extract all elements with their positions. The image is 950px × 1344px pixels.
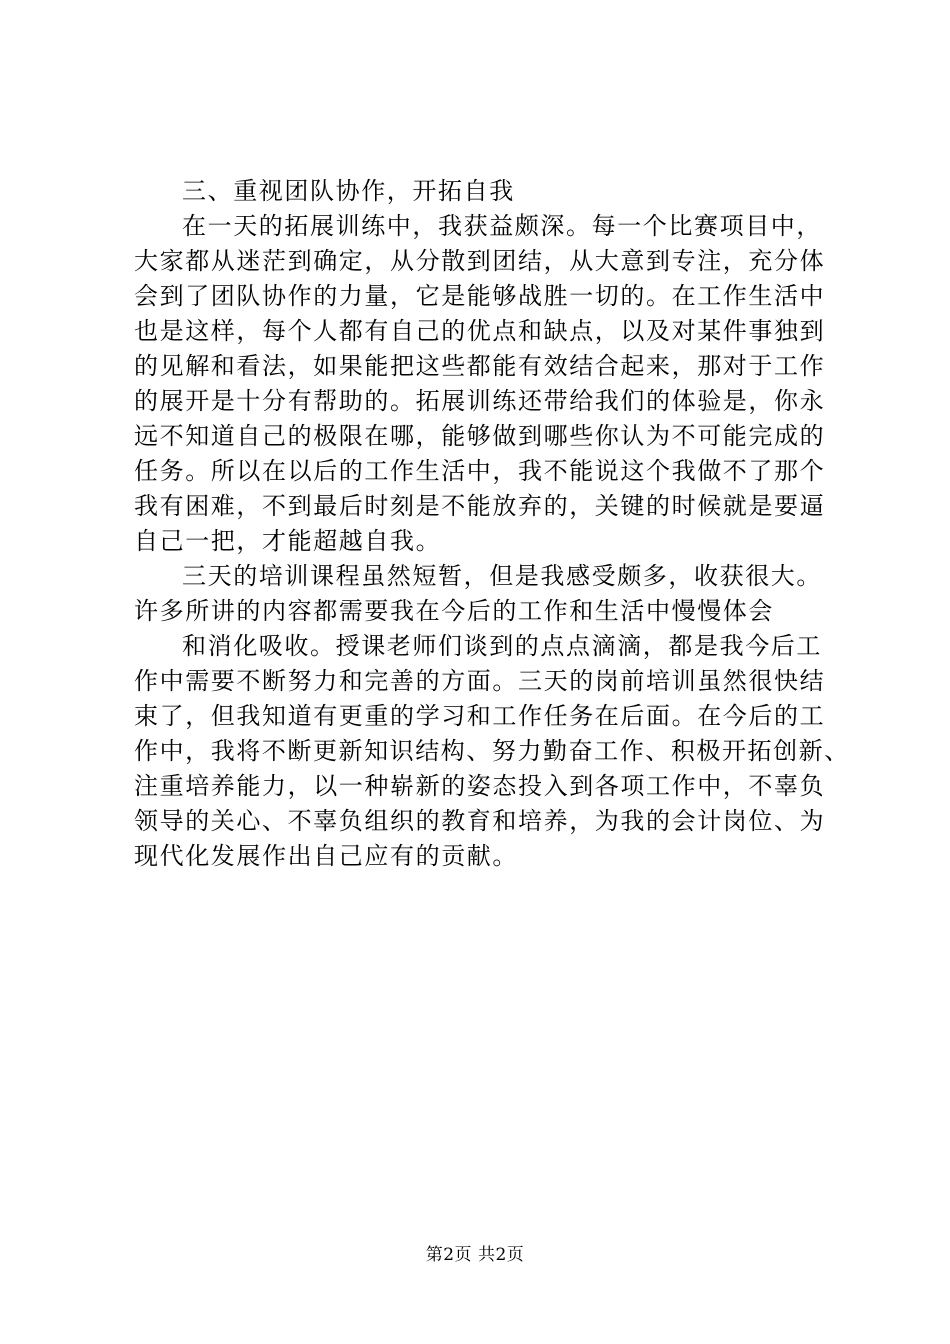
paragraph-line: 许多所讲的内容都需要我在今后的工作和生活中慢慢体会 <box>134 597 774 625</box>
paragraph-line: 和消化吸收。授课老师们谈到的点点滴滴，都是我今后工 <box>182 632 822 660</box>
paragraph-line: 的展开是十分有帮助的。拓展训练还带给我们的体验是，你永 <box>134 387 826 415</box>
page-number-footer: 第2页 共2页 <box>425 1245 525 1265</box>
paragraph-line: 注重培养能力，以一种崭新的姿态投入到各项工作中，不辜负 <box>134 772 826 800</box>
paragraph-line: 三天的培训课程虽然短暂，但是我感受颇多，收获很大。 <box>182 562 822 590</box>
paragraph-line: 大家都从迷茫到确定，从分散到团结，从大意到专注，充分体 <box>134 247 826 275</box>
section-heading: 三、重视团队协作，开拓自我 <box>182 177 515 205</box>
paragraph-line: 远不知道自己的极限在哪，能够做到哪些你认为不可能完成的 <box>134 422 826 450</box>
paragraph-line: 我有困难，不到最后时刻是不能放弃的，关键的时候就是要逼 <box>134 492 826 520</box>
paragraph-line: 的见解和看法，如果能把这些都能有效结合起来，那对于工作 <box>134 352 826 380</box>
paragraph-line: 领导的关心、不辜负组织的教育和培养，为我的会计岗位、为 <box>134 807 826 835</box>
paragraph-line: 在一天的拓展训练中，我获益颇深。每一个比赛项目中， <box>182 212 822 240</box>
paragraph-line: 束了，但我知道有更重的学习和工作任务在后面。在今后的工 <box>134 702 826 730</box>
paragraph-line: 现代化发展作出自己应有的贡献。 <box>134 842 518 870</box>
paragraph-line: 会到了团队协作的力量，它是能够战胜一切的。在工作生活中 <box>134 282 826 310</box>
paragraph-line: 作中，我将不断更新知识结构、努力勤奋工作、积极开拓创新、 <box>134 737 850 765</box>
paragraph-line: 任务。所以在以后的工作生活中，我不能说这个我做不了那个 <box>134 457 826 485</box>
paragraph-line: 也是这样，每个人都有自己的优点和缺点，以及对某件事独到 <box>134 317 826 345</box>
paragraph-line: 作中需要不断努力和完善的方面。三天的岗前培训虽然很快结 <box>134 667 826 695</box>
paragraph-line: 自己一把，才能超越自我。 <box>134 527 442 555</box>
